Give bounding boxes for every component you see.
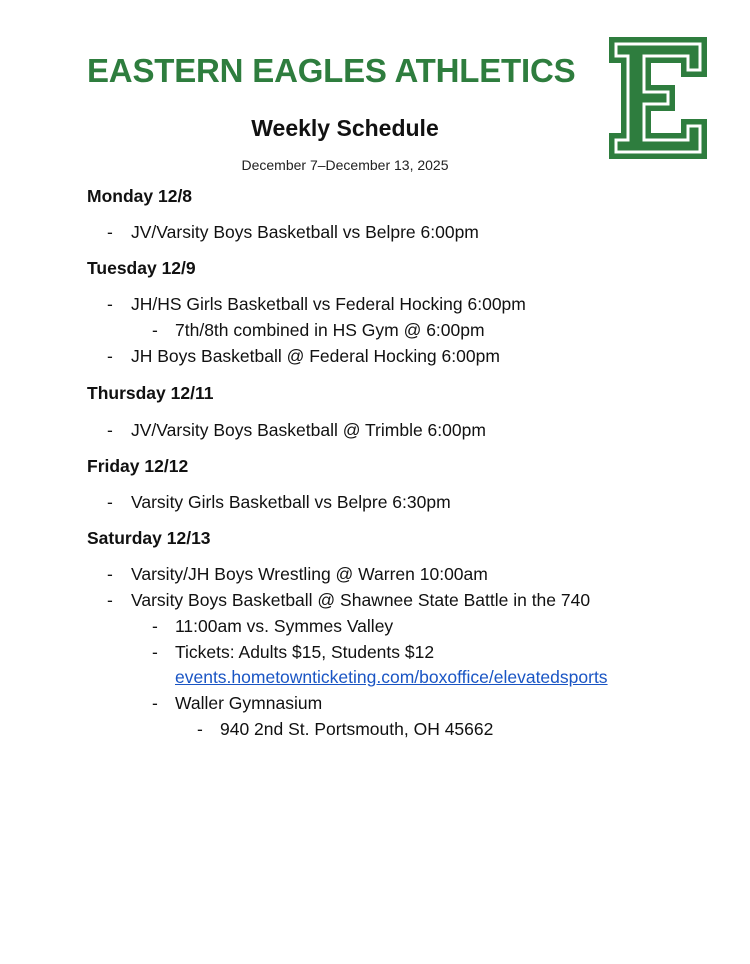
day-heading-friday: Friday 12/12 <box>87 456 189 476</box>
sub-list-bullet: - <box>152 642 158 662</box>
list-item: JH Boys Basketball @ Federal Hocking 6:00pm <box>131 346 500 366</box>
list-item: Varsity Boys Basketball @ Shawnee State Battle in the 740 <box>131 590 591 610</box>
date-range: December 7–December 13, 2025 <box>241 157 449 173</box>
list-bullet: - <box>107 492 113 512</box>
address-item: 940 2nd St. Portsmouth, OH 45662 <box>220 719 494 739</box>
list-bullet: - <box>107 222 113 242</box>
list-item: JH/HS Girls Basketball vs Federal Hocking 6:00pm <box>131 294 526 314</box>
sub-list-bullet: - <box>152 693 158 713</box>
sub-list-item: Waller Gymnasium <box>175 693 323 713</box>
sub-list-item: Tickets: Adults $15, Students $12 <box>175 642 435 662</box>
list-bullet: - <box>107 346 113 366</box>
sub-list-bullet: - <box>152 320 158 340</box>
sub-list-item: 11:00am vs. Symmes Valley <box>175 616 394 636</box>
page-title: EASTERN EAGLES ATHLETICS <box>87 52 576 89</box>
list-bullet: - <box>107 590 113 610</box>
day-heading-tuesday: Tuesday 12/9 <box>87 258 196 278</box>
day-heading-saturday: Saturday 12/13 <box>87 528 211 548</box>
schedule-subtitle: Weekly Schedule <box>251 115 439 141</box>
list-item: JV/Varsity Boys Basketball @ Trimble 6:00pm <box>131 420 486 440</box>
list-item: JV/Varsity Boys Basketball vs Belpre 6:00pm <box>131 222 479 242</box>
sub-list-bullet: - <box>152 616 158 636</box>
list-bullet: - <box>107 420 113 440</box>
day-heading-monday: Monday 12/8 <box>87 186 193 206</box>
ticket-link[interactable]: events.hometownticketing.com/boxoffice/elevatedsports <box>175 667 608 687</box>
sub-sub-list-bullet: - <box>197 719 203 739</box>
list-bullet: - <box>107 564 113 584</box>
list-bullet: - <box>107 294 113 314</box>
sub-list-item: 7th/8th combined in HS Gym @ 6:00pm <box>175 320 485 340</box>
list-item: Varsity/JH Boys Wrestling @ Warren 10:00am <box>131 564 488 584</box>
list-item: Varsity Girls Basketball vs Belpre 6:30pm <box>131 492 451 512</box>
day-heading-thursday: Thursday 12/11 <box>87 383 214 403</box>
